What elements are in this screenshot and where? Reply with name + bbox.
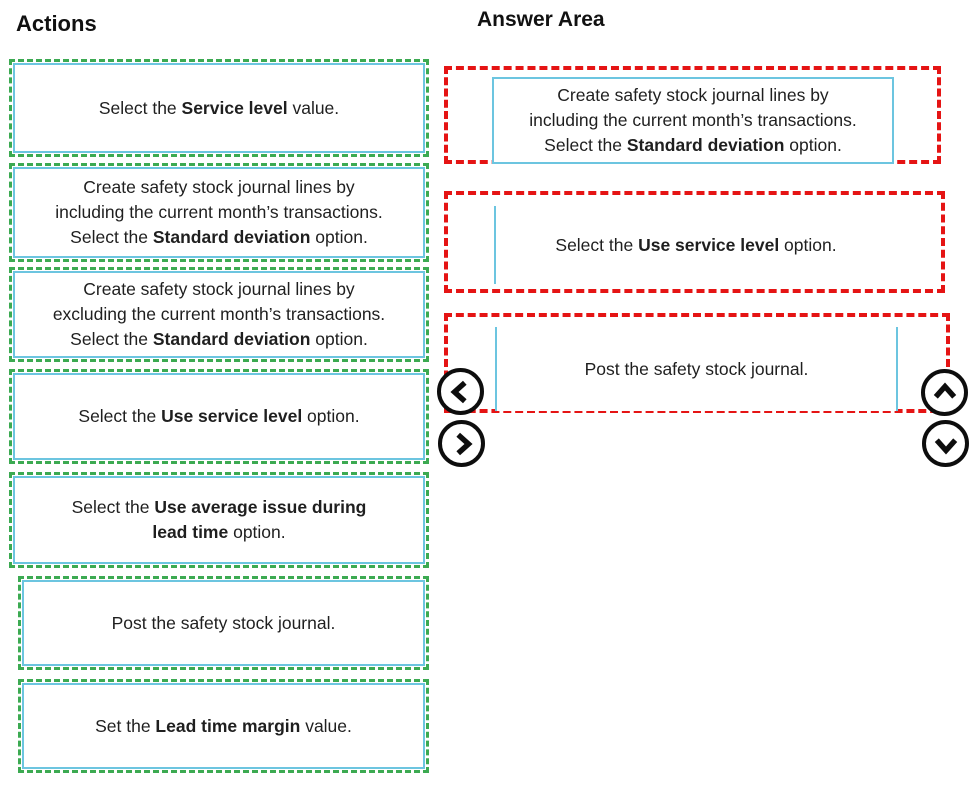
action-item-lead-time-margin[interactable] [22, 683, 425, 769]
chevron-right-icon [449, 431, 475, 457]
text-segment-bold: Standard deviation [152, 329, 311, 349]
text-segment: Set the [95, 715, 156, 736]
text-segment: value. [287, 97, 340, 118]
move-left-button[interactable] [437, 368, 484, 415]
text-segment-bold: Use service level [638, 234, 780, 255]
text-segment: option. [310, 227, 368, 247]
answer-area-title: Answer Area [477, 8, 605, 31]
action-item-post-journal[interactable] [22, 580, 425, 666]
text-segment-bold: Standard deviation [626, 135, 785, 155]
action-text [91, 96, 347, 121]
text-segment-bold: Standard deviation [152, 227, 311, 247]
text-segment: Create safety stock journal lines by [557, 85, 829, 105]
chevron-down-icon [933, 431, 959, 457]
action-item-service-level[interactable] [13, 63, 425, 153]
answer-slot-3[interactable] [444, 313, 950, 413]
action-text [64, 495, 375, 545]
text-segment: option. [779, 234, 837, 255]
text-segment-bold: Lead time margin [155, 715, 301, 736]
answer-slot-2[interactable] [444, 191, 945, 293]
chevron-up-icon [932, 380, 958, 406]
move-right-button[interactable] [438, 420, 485, 467]
action-item-exclude-stddev[interactable] [13, 271, 425, 358]
text-segment: Select the [70, 227, 153, 247]
text-segment: Create safety stock journal lines by [83, 279, 355, 299]
text-segment-bold: Use service level [161, 406, 303, 426]
action-item-use-average-issue[interactable] [13, 476, 425, 564]
text-segment: option. [302, 406, 360, 426]
text-segment: Select the [544, 135, 627, 155]
chevron-left-icon [448, 379, 474, 405]
text-segment: value. [300, 715, 352, 736]
action-text [87, 714, 360, 739]
text-segment: option. [310, 329, 368, 349]
text-segment-bold: lead time [152, 522, 229, 542]
text-segment: Select the [70, 329, 153, 349]
text-segment-bold: Use average issue during [154, 497, 367, 517]
text-segment: option. [784, 135, 842, 155]
answer-item-include-stddev[interactable] [492, 77, 894, 164]
answer-text: Post the safety stock journal. [584, 358, 809, 379]
action-text: Post the safety stock journal. [111, 612, 336, 633]
answer-text [521, 83, 865, 158]
text-segment: Select the [78, 406, 162, 426]
answer-slot-1[interactable] [444, 66, 941, 164]
action-text [70, 404, 367, 429]
action-item-use-service-level[interactable] [13, 373, 425, 460]
move-up-button[interactable] [921, 369, 968, 416]
text-segment: including the current month’s transactions. [55, 202, 383, 222]
text-segment: Select the [98, 97, 182, 118]
action-text [47, 175, 391, 250]
text-segment: including the current month’s transactions. [529, 110, 857, 130]
answer-item-use-service-level[interactable] [494, 206, 896, 284]
action-text [45, 277, 393, 352]
answer-item-post-journal[interactable] [495, 327, 898, 411]
actions-title: Actions [16, 11, 97, 36]
text-segment: excluding the current month’s transactions. [52, 304, 386, 324]
text-segment-bold: Service level [181, 97, 288, 118]
move-down-button[interactable] [922, 420, 969, 467]
text-segment: option. [228, 522, 286, 542]
answer-text [547, 233, 844, 258]
text-segment: Select the [71, 497, 155, 517]
text-segment: Select the [555, 234, 639, 255]
text-segment: Create safety stock journal lines by [83, 177, 355, 197]
action-item-include-stddev[interactable] [13, 167, 425, 258]
